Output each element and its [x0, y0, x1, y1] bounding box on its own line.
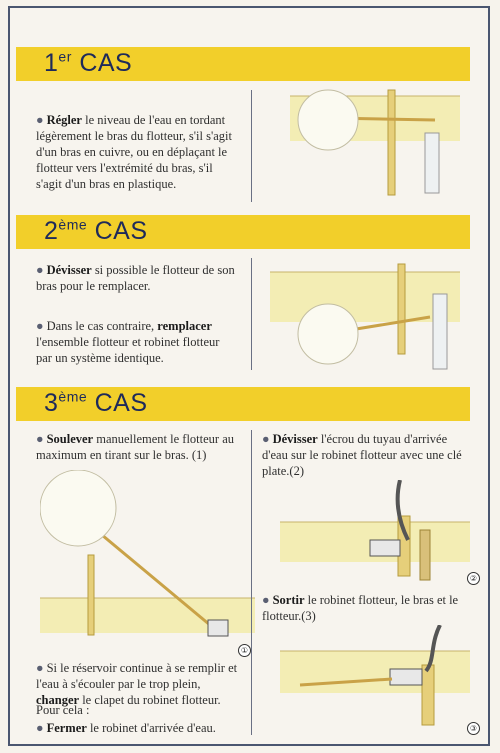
case2-title: 2ème CAS: [44, 216, 148, 245]
case3-figure-1: [40, 470, 255, 645]
case1-divider: [251, 90, 252, 202]
case3-left-instruction-1: ● Soulever manuellement le flotteur au maximum en tirant sur le bras. (1): [36, 432, 235, 462]
bullet-icon: ●: [36, 319, 44, 333]
case3-banner: [16, 387, 470, 421]
case3-title: 3ème CAS: [44, 388, 148, 417]
case3-left-instruction-2: ● Si le réservoir continue à se remplir et l'eau à s'écouler par le trop plein, changer le clapet du robinet flotteur.: [36, 661, 238, 707]
bullet-icon: ●: [36, 263, 44, 277]
case2-divider: [251, 258, 252, 370]
case3-pour-cela: Pour cela :: [36, 703, 90, 717]
case1-banner: [16, 47, 470, 81]
figure-2-number: ②: [467, 572, 480, 585]
bullet-icon: ●: [36, 661, 44, 675]
figure-3-number: ③: [467, 722, 480, 735]
bullet-icon: ●: [262, 593, 270, 607]
case1-title: 1er CAS: [44, 48, 133, 77]
bullet-icon: ●: [262, 432, 270, 446]
case2-instruction-1: ● Dévisser si possible le flotteur de son bras pour le remplacer.: [36, 263, 235, 293]
case3-figure-3: [280, 625, 470, 730]
figure-1-number: ①: [238, 644, 251, 657]
bullet-icon: ●: [36, 721, 44, 735]
case1-illustration: [270, 88, 465, 200]
case3-right-instruction-2: ● Sortir le robinet flotteur, le bras et le flotteur.(3): [262, 593, 459, 623]
case2-illustration: [270, 262, 465, 372]
case1-instruction: ● Régler le niveau de l'eau en tordant légèrement le bras du flotteur, s'il s'agit d'un bras en cuivre, ou en déplaçant le flotteur vers l'extrémité du bras, s'il s'agit d'un bras en plastique.: [36, 113, 232, 191]
case2-instruction-2: ● Dans le cas contraire, remplacer l'ensemble flotteur et robinet flotteur par un système identique.: [36, 319, 220, 365]
case3-right-instruction-1: ● Dévisser l'écrou du tuyau d'arrivée d'eau sur le robinet flotteur avec une clé plate.(2): [262, 432, 462, 478]
bullet-icon: ●: [36, 432, 44, 446]
bullet-icon: ●: [36, 113, 44, 127]
case2-banner: [16, 215, 470, 249]
case3-divider: [251, 430, 252, 735]
case3-figure-2: [280, 480, 470, 585]
case3-left-instruction-3: ● Fermer le robinet d'arrivée d'eau.: [36, 721, 216, 735]
